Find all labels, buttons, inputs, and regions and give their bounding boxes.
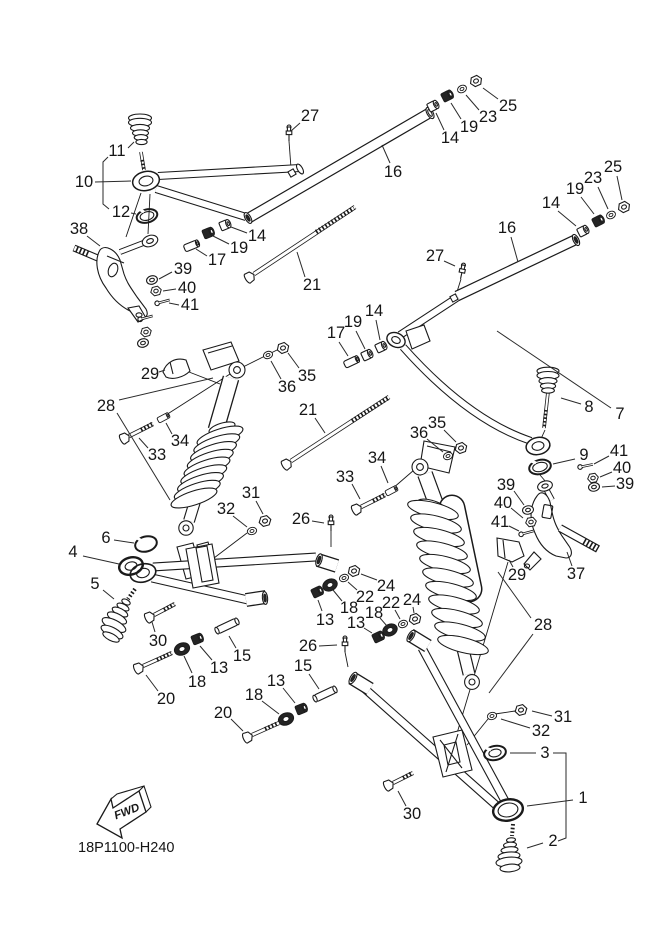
warning-tag-29 xyxy=(497,538,524,562)
leader-line xyxy=(128,142,134,148)
leader-line xyxy=(511,508,523,518)
upper-ball-joint xyxy=(129,114,152,170)
leader-line xyxy=(451,103,461,119)
callout-15: 15 xyxy=(232,647,252,665)
nut-40 xyxy=(140,326,153,337)
callout-21: 21 xyxy=(298,401,318,419)
leader-line xyxy=(514,491,524,505)
callout-18: 18 xyxy=(244,686,264,704)
leader-line xyxy=(169,303,179,305)
washer-32 xyxy=(247,526,258,535)
leader-line xyxy=(376,320,380,340)
callout-19: 19 xyxy=(565,180,585,198)
callout-25: 25 xyxy=(498,97,518,115)
callout-14: 14 xyxy=(364,302,384,320)
part-code: 18P1100-H240 xyxy=(78,840,175,856)
callout-12: 12 xyxy=(111,203,131,221)
leader-line xyxy=(114,540,134,543)
fwd-arrow xyxy=(97,786,151,838)
callout-19: 19 xyxy=(343,313,363,331)
leader-line xyxy=(617,176,622,200)
callout-6: 6 xyxy=(101,529,111,547)
leader-line xyxy=(339,342,348,356)
leader-line xyxy=(436,113,444,130)
pinch-bolt-30 xyxy=(382,773,413,792)
leader-line xyxy=(83,556,119,564)
callout-26: 26 xyxy=(291,510,311,528)
fwd-label: FWD xyxy=(112,801,142,823)
callout-10: 10 xyxy=(74,173,94,191)
leader-line xyxy=(231,719,243,731)
washer-22 xyxy=(397,619,408,629)
leader-line xyxy=(511,237,518,262)
bushing-19 xyxy=(591,214,605,227)
grease-fitting-26 xyxy=(342,636,348,652)
callout-29: 29 xyxy=(507,566,527,584)
callout-41: 41 xyxy=(609,442,629,460)
callout-30: 30 xyxy=(402,805,422,823)
leader-line xyxy=(213,236,229,244)
callout-18: 18 xyxy=(187,673,207,691)
collar-17 xyxy=(343,355,360,368)
leader-line xyxy=(381,466,388,483)
callout-27: 27 xyxy=(300,107,320,125)
callout-39: 39 xyxy=(615,475,635,493)
bushing-19 xyxy=(202,226,216,239)
flange-bolt-20 xyxy=(241,723,279,744)
leader-line xyxy=(200,646,212,660)
leader-line xyxy=(87,236,100,246)
callout-26: 26 xyxy=(298,637,318,655)
leader-line xyxy=(119,378,213,400)
washer-23 xyxy=(456,84,468,95)
leader-line xyxy=(196,249,207,256)
washer-23 xyxy=(605,210,617,221)
collar-15 xyxy=(312,685,338,702)
callout-16: 16 xyxy=(383,163,403,181)
leader-line xyxy=(291,123,300,131)
nut-25 xyxy=(469,74,484,88)
collar-15 xyxy=(214,617,240,634)
callout-9: 9 xyxy=(579,446,589,464)
callout-28: 28 xyxy=(533,616,553,634)
callout-40: 40 xyxy=(177,279,197,297)
callout-19: 19 xyxy=(459,118,479,136)
callout-13: 13 xyxy=(346,614,366,632)
spacer-34 xyxy=(385,485,399,496)
callout-40: 40 xyxy=(493,494,513,512)
circlip-12 xyxy=(135,207,159,225)
leader-line xyxy=(262,701,279,714)
callout-18: 18 xyxy=(364,604,384,622)
callout-16: 16 xyxy=(497,219,517,237)
bushing-13 xyxy=(191,632,205,645)
bushing-13 xyxy=(295,702,309,715)
leader-line xyxy=(600,472,612,477)
nut-35 xyxy=(276,341,291,354)
nut-24 xyxy=(347,564,362,577)
leader-line xyxy=(602,486,615,487)
leader-line xyxy=(581,197,594,214)
leader-line xyxy=(152,622,155,632)
callout-39: 39 xyxy=(173,260,193,278)
leader-line xyxy=(309,674,319,689)
nut-31 xyxy=(258,515,272,527)
leader-line xyxy=(319,645,337,646)
callout-32: 32 xyxy=(216,500,236,518)
leader-line xyxy=(352,484,360,499)
grease-fitting-27 xyxy=(458,263,467,280)
washer-39 xyxy=(137,338,150,349)
callout-8: 8 xyxy=(584,398,594,416)
callout-20: 20 xyxy=(156,690,176,708)
lower-ball-joint-2 xyxy=(496,824,523,873)
leader-line xyxy=(356,331,365,349)
leader-line xyxy=(184,656,192,673)
callout-24: 24 xyxy=(402,591,422,609)
leader-line xyxy=(139,438,148,448)
callout-5: 5 xyxy=(90,575,100,593)
leader-line xyxy=(501,719,530,728)
spacer-34 xyxy=(157,412,171,423)
washer-18 xyxy=(173,641,192,658)
lower-left-a-arm xyxy=(128,544,337,605)
callout-33: 33 xyxy=(147,446,167,464)
callout-24: 24 xyxy=(376,577,396,595)
leader-line xyxy=(312,521,324,523)
leader-line xyxy=(509,526,519,531)
pinch-bolt-30 xyxy=(143,604,175,624)
callout-4: 4 xyxy=(68,543,78,561)
callout-17: 17 xyxy=(207,251,227,269)
leader-line xyxy=(553,459,575,464)
leader-line xyxy=(497,331,611,408)
leader-line xyxy=(318,600,322,611)
nut-40 xyxy=(587,473,599,483)
leader-line xyxy=(561,398,581,404)
leader-line xyxy=(283,688,295,703)
callout-13: 13 xyxy=(315,611,335,629)
shock-bolt-33 xyxy=(350,495,385,516)
leader-line xyxy=(231,227,247,233)
leader-line xyxy=(256,501,263,514)
callout-25: 25 xyxy=(603,158,623,176)
callout-19: 19 xyxy=(229,239,249,257)
leader-line xyxy=(361,574,377,580)
flange-bolt-20 xyxy=(132,653,172,675)
leader-line xyxy=(271,361,281,379)
callout-13: 13 xyxy=(266,672,286,690)
callout-35: 35 xyxy=(427,414,447,432)
nut-35 xyxy=(454,441,469,454)
nut-31 xyxy=(514,704,528,716)
callout-14: 14 xyxy=(541,194,561,212)
lower-ball-joint-5 xyxy=(99,589,135,644)
callout-41: 41 xyxy=(490,513,510,531)
callout-40: 40 xyxy=(612,459,632,477)
circlip-9 xyxy=(528,458,553,477)
callout-32: 32 xyxy=(531,722,551,740)
callout-20: 20 xyxy=(213,704,233,722)
callout-22: 22 xyxy=(355,588,375,606)
washer-22 xyxy=(338,573,349,583)
callout-31: 31 xyxy=(553,708,573,726)
callout-18: 18 xyxy=(339,599,359,617)
leader-line xyxy=(398,791,406,806)
circlip-6 xyxy=(133,534,158,554)
leader-line xyxy=(163,289,176,291)
callout-31: 31 xyxy=(241,484,261,502)
callout-36: 36 xyxy=(409,424,429,442)
leader-line xyxy=(444,261,455,266)
leader-line xyxy=(466,95,479,110)
leader-line xyxy=(489,634,533,693)
callout-39: 39 xyxy=(496,476,516,494)
callout-2: 2 xyxy=(548,832,558,850)
leader-line xyxy=(382,145,390,163)
callout-11: 11 xyxy=(108,142,126,160)
lower-right-a-arm xyxy=(347,629,524,823)
callout-3: 3 xyxy=(540,744,550,762)
leader-line xyxy=(159,272,172,279)
callout-23: 23 xyxy=(478,108,498,126)
callout-14: 14 xyxy=(247,227,267,245)
callout-37: 37 xyxy=(566,565,586,583)
leader-line xyxy=(288,353,299,368)
callout-34: 34 xyxy=(170,432,190,450)
leader-line xyxy=(364,628,372,633)
bushing-19 xyxy=(440,89,454,102)
leader-line xyxy=(598,187,608,209)
bushing-14 xyxy=(577,224,591,237)
pivot-bolt-21 xyxy=(243,207,355,284)
callout-17: 17 xyxy=(326,324,346,342)
cotter-pin-41 xyxy=(518,529,534,537)
leader-line xyxy=(483,88,498,99)
leader-line xyxy=(527,843,543,848)
callout-22: 22 xyxy=(381,594,401,612)
callout-28: 28 xyxy=(96,397,116,415)
callout-7: 7 xyxy=(615,405,625,423)
callout-38: 38 xyxy=(69,220,89,238)
warning-tag-29 xyxy=(163,359,190,378)
callout-15: 15 xyxy=(293,657,313,675)
leader-line xyxy=(315,418,325,433)
bushing-14 xyxy=(219,219,232,231)
nut-25 xyxy=(617,200,632,214)
leader-line xyxy=(131,213,136,214)
callout-27: 27 xyxy=(425,247,445,265)
callout-34: 34 xyxy=(367,449,387,467)
bushing-19 xyxy=(361,349,375,362)
spring-washer-3 xyxy=(483,744,507,762)
washer-39 xyxy=(588,482,600,492)
cotter-pin-41 xyxy=(154,298,170,306)
leader-line xyxy=(532,711,552,716)
grease-fitting-26 xyxy=(328,515,334,531)
washer-36 xyxy=(262,350,273,360)
callout-29: 29 xyxy=(140,365,160,383)
callout-33: 33 xyxy=(335,468,355,486)
callout-23: 23 xyxy=(583,169,603,187)
upper-ball-joint xyxy=(537,367,559,428)
grease-fitting-27 xyxy=(286,125,292,141)
callout-1: 1 xyxy=(578,789,588,807)
callout-41: 41 xyxy=(180,296,200,314)
shock-bolt-33 xyxy=(118,424,153,445)
leader-line xyxy=(146,675,158,691)
callout-13: 13 xyxy=(209,659,229,677)
leader-line xyxy=(594,456,609,464)
callout-14: 14 xyxy=(440,129,460,147)
leader-line xyxy=(103,590,114,599)
callout-21: 21 xyxy=(302,276,322,294)
right-shock-absorber xyxy=(406,441,490,689)
callout-36: 36 xyxy=(277,378,297,396)
leader-line xyxy=(558,211,576,226)
nut-24 xyxy=(408,612,423,625)
callout-30: 30 xyxy=(148,632,168,650)
left-steering-knuckle xyxy=(74,233,159,322)
washer-39 xyxy=(146,275,159,286)
nut-40 xyxy=(150,285,163,296)
leader-line xyxy=(297,252,305,277)
leader-line xyxy=(95,181,131,182)
callout-35: 35 xyxy=(297,367,317,385)
bushing-14 xyxy=(375,341,389,354)
